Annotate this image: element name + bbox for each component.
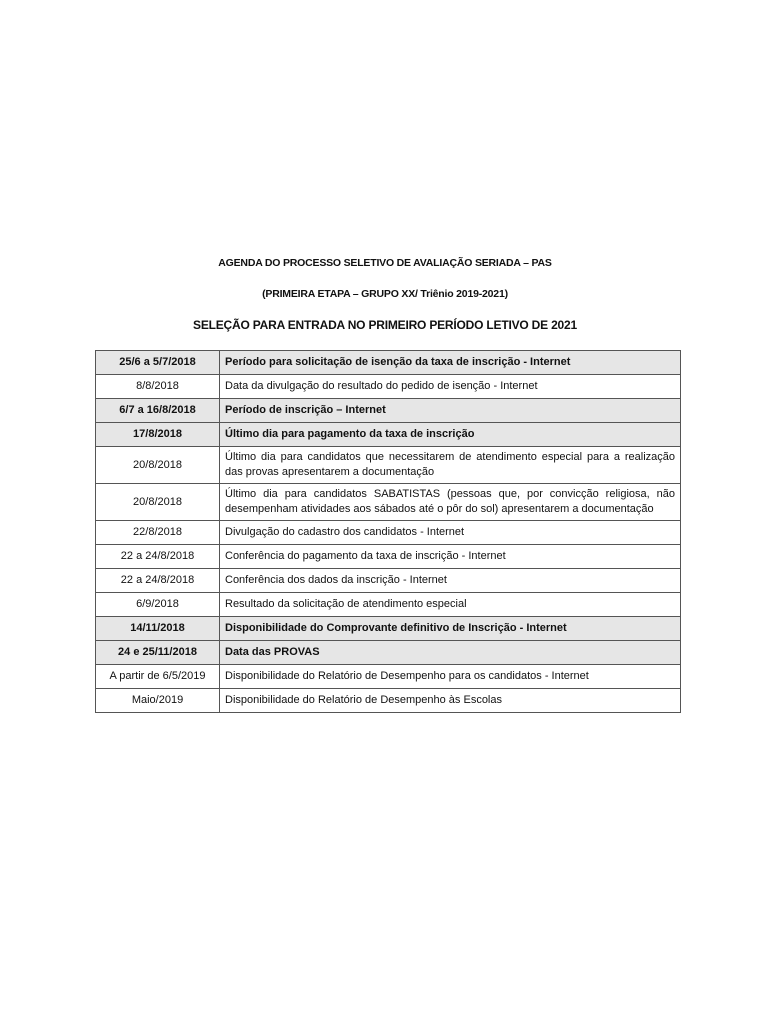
- row-description: Período de inscrição – Internet: [220, 399, 681, 423]
- table-row: [96, 617, 681, 641]
- row-date: 8/8/2018: [96, 375, 220, 399]
- row-date: 22 a 24/8/2018: [96, 545, 220, 569]
- table-row: [96, 399, 681, 423]
- row-date: 22 a 24/8/2018: [96, 569, 220, 593]
- agenda-table: [95, 350, 681, 713]
- table-row: [96, 641, 681, 665]
- row-date: 17/8/2018: [96, 423, 220, 447]
- table-row: [96, 545, 681, 569]
- row-description: Disponibilidade do Relatório de Desempenho às Escolas: [220, 689, 681, 713]
- row-date: 25/6 a 5/7/2018: [96, 351, 220, 375]
- table-row: [96, 423, 681, 447]
- table-row: [96, 521, 681, 545]
- document-subtitle: (PRIMEIRA ETAPA – GRUPO XX/ Triênio 2019-2021): [262, 288, 508, 300]
- row-date: 14/11/2018: [96, 617, 220, 641]
- table-row: [96, 665, 681, 689]
- row-date: 6/7 a 16/8/2018: [96, 399, 220, 423]
- row-date: 24 e 25/11/2018: [96, 641, 220, 665]
- row-description: Data da divulgação do resultado do pedido de isenção - Internet: [220, 375, 681, 399]
- row-description: Último dia para pagamento da taxa de inscrição: [220, 423, 681, 447]
- table-row: [96, 447, 681, 484]
- row-description: Disponibilidade do Comprovante definitivo de Inscrição - Internet: [220, 617, 681, 641]
- row-description: Data das PROVAS: [220, 641, 681, 665]
- row-description: Disponibilidade do Relatório de Desempenho para os candidatos - Internet: [220, 665, 681, 689]
- row-description: Resultado da solicitação de atendimento especial: [220, 593, 681, 617]
- document-title: AGENDA DO PROCESSO SELETIVO DE AVALIAÇÃO SERIADA – PAS: [218, 257, 552, 269]
- row-description: Conferência do pagamento da taxa de inscrição - Internet: [220, 545, 681, 569]
- table-row: [96, 569, 681, 593]
- row-description: Divulgação do cadastro dos candidatos - Internet: [220, 521, 681, 545]
- row-description: Último dia para candidatos SABATISTAS (pessoas que, por convicção religiosa, não desempenham atividades aos sábados até o pôr do sol) apresentarem a documentação: [220, 484, 681, 521]
- table-row: [96, 375, 681, 399]
- row-date: 22/8/2018: [96, 521, 220, 545]
- table-row: [96, 351, 681, 375]
- document-section-title: SELEÇÃO PARA ENTRADA NO PRIMEIRO PERÍODO LETIVO DE 2021: [193, 318, 577, 332]
- row-date: A partir de 6/5/2019: [96, 665, 220, 689]
- row-description: Período para solicitação de isenção da taxa de inscrição - Internet: [220, 351, 681, 375]
- row-date: 20/8/2018: [96, 447, 220, 484]
- table-row: [96, 689, 681, 713]
- table-row: [96, 593, 681, 617]
- row-date: 6/9/2018: [96, 593, 220, 617]
- row-description: Conferência dos dados da inscrição - Internet: [220, 569, 681, 593]
- row-description: Último dia para candidatos que necessitarem de atendimento especial para a realização das provas apresentarem a documentação: [220, 447, 681, 484]
- table-row: [96, 484, 681, 521]
- row-date: 20/8/2018: [96, 484, 220, 521]
- row-date: Maio/2019: [96, 689, 220, 713]
